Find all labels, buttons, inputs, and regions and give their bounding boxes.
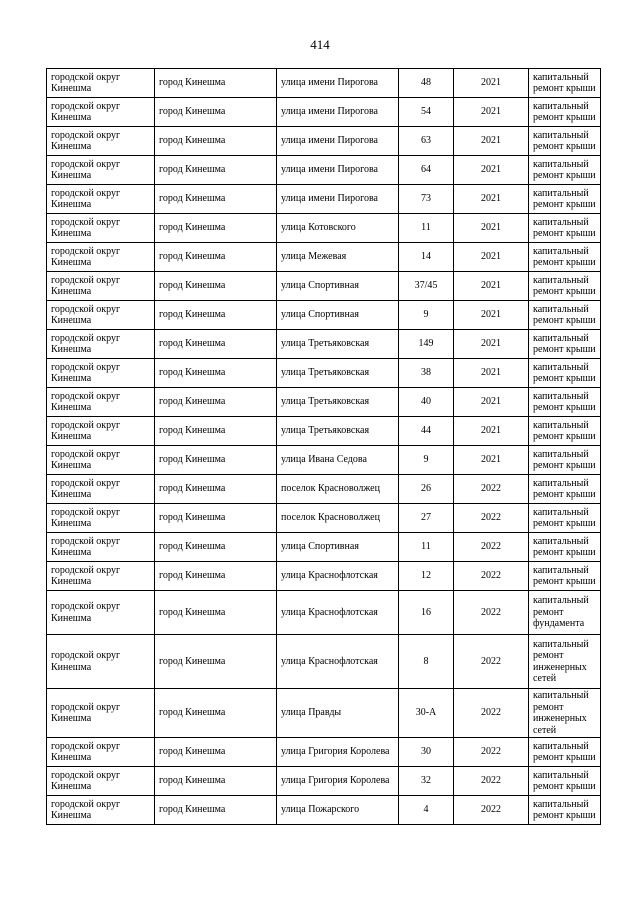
street-cell: поселок Красноволжец: [277, 475, 399, 504]
year-cell: 2021: [454, 127, 529, 156]
house-number-cell: 63: [399, 127, 454, 156]
district-cell: городской округ Кинешма: [47, 767, 155, 796]
house-number-cell: 73: [399, 185, 454, 214]
house-number-cell: 26: [399, 475, 454, 504]
year-cell: 2021: [454, 388, 529, 417]
year-cell: 2022: [454, 767, 529, 796]
table-row: [47, 504, 601, 533]
street-cell: улица Третьяковская: [277, 330, 399, 359]
district-cell: городской округ Кинешма: [47, 243, 155, 272]
district-cell: городской округ Кинешма: [47, 98, 155, 127]
street-cell: улица Григория Королева: [277, 738, 399, 767]
district-cell: городской округ Кинешма: [47, 69, 155, 98]
year-cell: 2021: [454, 69, 529, 98]
city-cell: город Кинешма: [155, 98, 277, 127]
street-cell: улица Григория Королева: [277, 767, 399, 796]
street-cell: улица Ивана Седова: [277, 446, 399, 475]
district-cell: городской округ Кинешма: [47, 127, 155, 156]
table-row: [47, 388, 601, 417]
house-number-cell: 30-А: [399, 689, 454, 738]
table-row: [47, 635, 601, 689]
house-number-cell: 12: [399, 562, 454, 591]
work-type-cell: капитальный ремонт крыши: [529, 359, 601, 388]
work-type-cell: капитальный ремонт крыши: [529, 330, 601, 359]
year-cell: 2021: [454, 272, 529, 301]
district-cell: городской округ Кинешма: [47, 388, 155, 417]
city-cell: город Кинешма: [155, 591, 277, 635]
year-cell: 2021: [454, 185, 529, 214]
city-cell: город Кинешма: [155, 301, 277, 330]
work-type-cell: капитальный ремонт крыши: [529, 243, 601, 272]
page-number: 414: [310, 37, 330, 52]
year-cell: 2021: [454, 98, 529, 127]
city-cell: город Кинешма: [155, 635, 277, 689]
table-row: [47, 767, 601, 796]
city-cell: город Кинешма: [155, 272, 277, 301]
district-cell: городской округ Кинешма: [47, 272, 155, 301]
city-cell: город Кинешма: [155, 417, 277, 446]
street-cell: улица Котовского: [277, 214, 399, 243]
year-cell: 2022: [454, 689, 529, 738]
table-row: [47, 591, 601, 635]
work-type-cell: капитальный ремонт крыши: [529, 185, 601, 214]
city-cell: город Кинешма: [155, 388, 277, 417]
city-cell: город Кинешма: [155, 504, 277, 533]
street-cell: улица Пожарского: [277, 796, 399, 825]
table-row: [47, 243, 601, 272]
district-cell: городской округ Кинешма: [47, 301, 155, 330]
city-cell: город Кинешма: [155, 796, 277, 825]
table-row: [47, 689, 601, 738]
district-cell: городской округ Кинешма: [47, 330, 155, 359]
work-type-cell: капитальный ремонт крыши: [529, 767, 601, 796]
year-cell: 2022: [454, 533, 529, 562]
city-cell: город Кинешма: [155, 533, 277, 562]
work-type-cell: капитальный ремонт крыши: [529, 446, 601, 475]
year-cell: 2021: [454, 156, 529, 185]
repair-registry-table: [46, 68, 601, 825]
street-cell: улица Спортивная: [277, 301, 399, 330]
city-cell: город Кинешма: [155, 689, 277, 738]
year-cell: 2022: [454, 562, 529, 591]
street-cell: улица Краснофлотская: [277, 635, 399, 689]
district-cell: городской округ Кинешма: [47, 591, 155, 635]
work-type-cell: капитальный ремонт крыши: [529, 301, 601, 330]
district-cell: городской округ Кинешма: [47, 475, 155, 504]
table-row: [47, 330, 601, 359]
work-type-cell: капитальный ремонт крыши: [529, 475, 601, 504]
district-cell: городской округ Кинешма: [47, 446, 155, 475]
year-cell: 2022: [454, 475, 529, 504]
city-cell: город Кинешма: [155, 562, 277, 591]
street-cell: улица Правды: [277, 689, 399, 738]
house-number-cell: 27: [399, 504, 454, 533]
district-cell: городской округ Кинешма: [47, 635, 155, 689]
house-number-cell: 11: [399, 533, 454, 562]
work-type-cell: капитальный ремонт крыши: [529, 504, 601, 533]
house-number-cell: 4: [399, 796, 454, 825]
table-row: [47, 98, 601, 127]
street-cell: улица Третьяковская: [277, 417, 399, 446]
work-type-cell: капитальный ремонт крыши: [529, 388, 601, 417]
house-number-cell: 11: [399, 214, 454, 243]
district-cell: городской округ Кинешма: [47, 562, 155, 591]
year-cell: 2022: [454, 796, 529, 825]
table-row: [47, 738, 601, 767]
district-cell: городской округ Кинешма: [47, 533, 155, 562]
house-number-cell: 44: [399, 417, 454, 446]
table-body: [47, 69, 601, 825]
house-number-cell: 37/45: [399, 272, 454, 301]
house-number-cell: 38: [399, 359, 454, 388]
house-number-cell: 48: [399, 69, 454, 98]
table-row: [47, 156, 601, 185]
table-row: [47, 359, 601, 388]
district-cell: городской округ Кинешма: [47, 214, 155, 243]
year-cell: 2021: [454, 243, 529, 272]
year-cell: 2022: [454, 504, 529, 533]
city-cell: город Кинешма: [155, 156, 277, 185]
table-row: [47, 301, 601, 330]
year-cell: 2021: [454, 446, 529, 475]
house-number-cell: 16: [399, 591, 454, 635]
district-cell: городской округ Кинешма: [47, 504, 155, 533]
work-type-cell: капитальный ремонт крыши: [529, 533, 601, 562]
year-cell: 2021: [454, 417, 529, 446]
house-number-cell: 9: [399, 301, 454, 330]
work-type-cell: капитальный ремонт крыши: [529, 417, 601, 446]
work-type-cell: капитальный ремонт крыши: [529, 796, 601, 825]
house-number-cell: 40: [399, 388, 454, 417]
street-cell: улица Спортивная: [277, 533, 399, 562]
work-type-cell: капитальный ремонт крыши: [529, 69, 601, 98]
table-row: [47, 214, 601, 243]
house-number-cell: 14: [399, 243, 454, 272]
house-number-cell: 64: [399, 156, 454, 185]
house-number-cell: 9: [399, 446, 454, 475]
district-cell: городской округ Кинешма: [47, 417, 155, 446]
city-cell: город Кинешма: [155, 243, 277, 272]
street-cell: улица Межевая: [277, 243, 399, 272]
city-cell: город Кинешма: [155, 767, 277, 796]
year-cell: 2021: [454, 214, 529, 243]
house-number-cell: 32: [399, 767, 454, 796]
street-cell: улица Третьяковская: [277, 388, 399, 417]
house-number-cell: 30: [399, 738, 454, 767]
city-cell: город Кинешма: [155, 185, 277, 214]
table-row: [47, 185, 601, 214]
city-cell: город Кинешма: [155, 446, 277, 475]
table-row: [47, 796, 601, 825]
work-type-cell: капитальный ремонт крыши: [529, 272, 601, 301]
street-cell: улица имени Пирогова: [277, 127, 399, 156]
district-cell: городской округ Кинешма: [47, 185, 155, 214]
table-row: [47, 446, 601, 475]
street-cell: улица имени Пирогова: [277, 156, 399, 185]
table-row: [47, 272, 601, 301]
street-cell: улица имени Пирогова: [277, 98, 399, 127]
city-cell: город Кинешма: [155, 475, 277, 504]
street-cell: улица имени Пирогова: [277, 69, 399, 98]
house-number-cell: 149: [399, 330, 454, 359]
table-row: [47, 417, 601, 446]
house-number-cell: 54: [399, 98, 454, 127]
table-row: [47, 127, 601, 156]
work-type-cell: капитальный ремонт крыши: [529, 98, 601, 127]
street-cell: поселок Красноволжец: [277, 504, 399, 533]
city-cell: город Кинешма: [155, 214, 277, 243]
work-type-cell: капитальный ремонт крыши: [529, 156, 601, 185]
work-type-cell: капитальный ремонт инженерных сетей: [529, 689, 601, 738]
street-cell: улица Третьяковская: [277, 359, 399, 388]
work-type-cell: капитальный ремонт крыши: [529, 562, 601, 591]
city-cell: город Кинешма: [155, 69, 277, 98]
district-cell: городской округ Кинешма: [47, 796, 155, 825]
house-number-cell: 8: [399, 635, 454, 689]
work-type-cell: капитальный ремонт крыши: [529, 127, 601, 156]
table-row: [47, 562, 601, 591]
street-cell: улица Спортивная: [277, 272, 399, 301]
year-cell: 2022: [454, 591, 529, 635]
district-cell: городской округ Кинешма: [47, 738, 155, 767]
street-cell: улица Краснофлотская: [277, 562, 399, 591]
district-cell: городской округ Кинешма: [47, 359, 155, 388]
work-type-cell: капитальный ремонт инженерных сетей: [529, 635, 601, 689]
city-cell: город Кинешма: [155, 330, 277, 359]
year-cell: 2021: [454, 301, 529, 330]
table-row: [47, 475, 601, 504]
work-type-cell: капитальный ремонт фундамента: [529, 591, 601, 635]
year-cell: 2022: [454, 738, 529, 767]
year-cell: 2022: [454, 635, 529, 689]
city-cell: город Кинешма: [155, 127, 277, 156]
table-row: [47, 533, 601, 562]
work-type-cell: капитальный ремонт крыши: [529, 214, 601, 243]
street-cell: улица имени Пирогова: [277, 185, 399, 214]
year-cell: 2021: [454, 359, 529, 388]
district-cell: городской округ Кинешма: [47, 156, 155, 185]
street-cell: улица Краснофлотская: [277, 591, 399, 635]
work-type-cell: капитальный ремонт крыши: [529, 738, 601, 767]
table-row: [47, 69, 601, 98]
city-cell: город Кинешма: [155, 359, 277, 388]
district-cell: городской округ Кинешма: [47, 689, 155, 738]
year-cell: 2021: [454, 330, 529, 359]
city-cell: город Кинешма: [155, 738, 277, 767]
